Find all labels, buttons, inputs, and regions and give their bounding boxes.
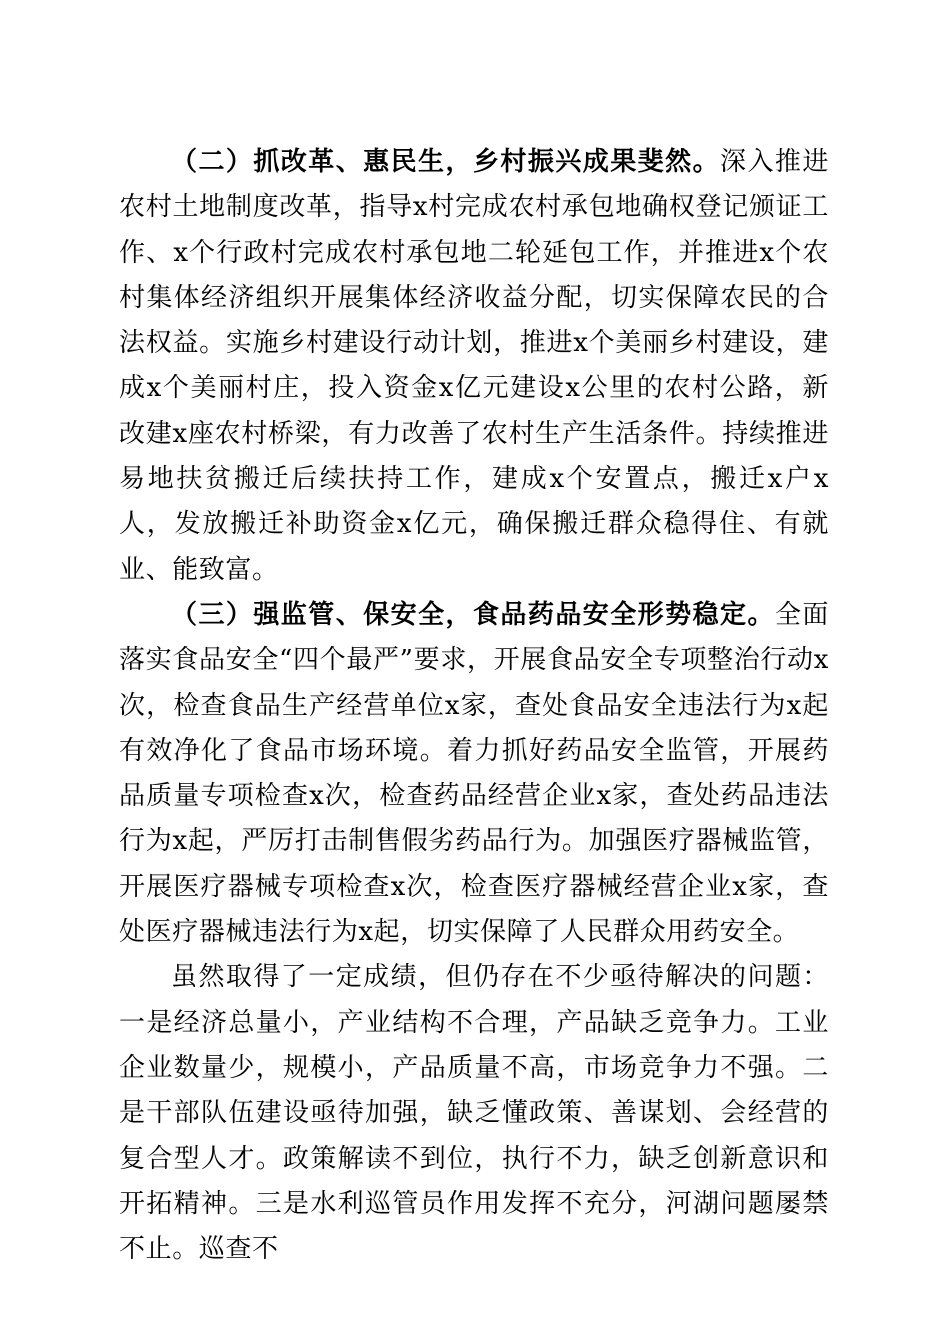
section-heading-three: （三）强监管、保安全，食品药品安全形势稳定。	[171, 599, 775, 630]
paragraph-body: 虽然取得了一定成绩，但仍存在不少亟待解决的问题：一是经济总量小，产业结构不合理，产品缺乏竞争力。工业企业数量少，规模小，产品质量不高，市场竞争力不强。二是干部队伍建设亟待加强，缺乏懂政策、善谋划、会经营的复合型人才。政策解读不到位，执行不力，缺乏创新意识和开拓精神。三是水利巡管员作用发挥不充分，河湖问题屡禁不止。巡查不	[119, 962, 829, 1265]
paragraph-body: 全面落实食品安全“四个最严”要求，开展食品安全专项整治行动x次，检查食品生产经营单位x家，查处食品安全违法行为x起有效净化了食品市场环境。着力抓好药品安全监管，开展药品质量专项检查x次，检查药品经营企业x家，查处药品违法行为x起，严厉打击制售假劣药品行为。加强医疗器械监管，开展医疗器械专项检查x次，检查医疗器械经营企业x家，查处医疗器械违法行为x起，切实保障了人民群众用药安全。	[119, 599, 830, 948]
paragraph-body: 深入推进农村土地制度改革，指导x村完成农村承包地确权登记颁证工作、x个行政村完成农村承包地二轮延包工作，并推进x个农村集体经济组织开展集体经济收益分配，切实保障农民的合法权益。实施乡村建设行动计划，推进x个美丽乡村建设，建成x个美丽村庄，投入资金x亿元建设x公里的农村公路，新改建x座农村桥梁，有力改善了农村生产生活条件。持续推进易地扶贫搬迁后续扶持工作，建成x个安置点，搬迁x户x人，发放搬迁补助资金x亿元，确保搬迁群众稳得住、有就业、能致富。	[119, 147, 829, 585]
paragraph-problems	[119, 955, 829, 1272]
paragraph-rural-revitalization	[119, 140, 829, 593]
document-page	[119, 140, 829, 1272]
paragraph-food-drug-safety	[119, 593, 829, 955]
section-heading-two: （二）抓改革、惠民生，乡村振兴成果斐然。	[171, 147, 721, 177]
